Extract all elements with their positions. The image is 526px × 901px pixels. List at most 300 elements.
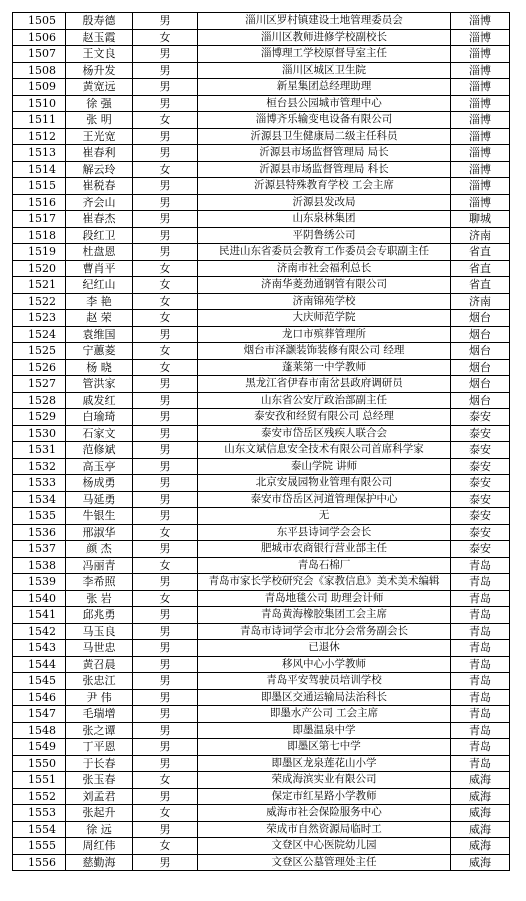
member-gender-cell: 女: [133, 590, 198, 607]
member-name-cell: 宁蕙菱: [66, 343, 133, 360]
member-organization-cell: 青岛市诗词学会市北分会常务副会长: [198, 623, 451, 640]
member-city-cell: 威海: [451, 805, 510, 822]
member-gender-cell: 男: [133, 541, 198, 558]
member-gender-cell: 女: [133, 557, 198, 574]
member-city-cell: 省直: [451, 277, 510, 294]
table-row: [13, 359, 510, 376]
member-gender-cell: 女: [133, 310, 198, 327]
member-organization-cell: 青岛地毯公司 助理会计师: [198, 590, 451, 607]
member-number-cell: 1533: [13, 475, 66, 492]
member-organization-cell: 北京安晟园物业管理有限公司: [198, 475, 451, 492]
table-row: [13, 541, 510, 558]
member-city-cell: 威海: [451, 854, 510, 871]
table-row: [13, 178, 510, 195]
member-number-cell: 1512: [13, 128, 66, 145]
member-number-cell: 1548: [13, 722, 66, 739]
member-organization-cell: 淄博齐乐输变电设备有限公司: [198, 112, 451, 129]
member-gender-cell: 女: [133, 838, 198, 855]
member-gender-cell: 男: [133, 623, 198, 640]
table-row: [13, 739, 510, 756]
member-name-cell: 范修斌: [66, 442, 133, 459]
member-name-cell: 杨升发: [66, 62, 133, 79]
member-number-cell: 1535: [13, 508, 66, 525]
member-city-cell: 烟台: [451, 392, 510, 409]
member-number-cell: 1517: [13, 211, 66, 228]
member-number-cell: 1526: [13, 359, 66, 376]
member-name-cell: 徐 强: [66, 95, 133, 112]
table-row: [13, 425, 510, 442]
member-city-cell: 省直: [451, 260, 510, 277]
member-gender-cell: 男: [133, 244, 198, 261]
table-row: [13, 244, 510, 261]
member-gender-cell: 女: [133, 277, 198, 294]
member-number-cell: 1521: [13, 277, 66, 294]
member-gender-cell: 男: [133, 62, 198, 79]
member-organization-cell: 即墨区第七中学: [198, 739, 451, 756]
member-gender-cell: 男: [133, 376, 198, 393]
member-name-cell: 解云玲: [66, 161, 133, 178]
member-city-cell: 济南: [451, 227, 510, 244]
member-city-cell: 淄博: [451, 145, 510, 162]
member-number-cell: 1529: [13, 409, 66, 426]
member-organization-cell: 民进山东省委员会教育工作委员会专职副主任: [198, 244, 451, 261]
member-gender-cell: 男: [133, 508, 198, 525]
member-gender-cell: 男: [133, 722, 198, 739]
member-organization-cell: 淄博理工学校原督导室主任: [198, 46, 451, 63]
member-number-cell: 1528: [13, 392, 66, 409]
member-name-cell: 毛瑞增: [66, 706, 133, 723]
member-name-cell: 张 明: [66, 112, 133, 129]
member-number-cell: 1546: [13, 689, 66, 706]
member-name-cell: 邱兆勇: [66, 607, 133, 624]
table-row: [13, 838, 510, 855]
member-city-cell: 泰安: [451, 541, 510, 558]
member-name-cell: 杨 晓: [66, 359, 133, 376]
member-number-cell: 1527: [13, 376, 66, 393]
member-organization-cell: 泰安市岱岳区河道管理保护中心: [198, 491, 451, 508]
table-row: [13, 557, 510, 574]
table-row: [13, 227, 510, 244]
member-name-cell: 王文良: [66, 46, 133, 63]
member-number-cell: 1534: [13, 491, 66, 508]
member-organization-cell: 沂源县市场监督管理局 科长: [198, 161, 451, 178]
table-row: [13, 79, 510, 96]
member-city-cell: 省直: [451, 244, 510, 261]
member-number-cell: 1509: [13, 79, 66, 96]
member-number-cell: 1543: [13, 640, 66, 657]
member-city-cell: 淄博: [451, 13, 510, 30]
member-gender-cell: 女: [133, 359, 198, 376]
member-name-cell: 殷寿德: [66, 13, 133, 30]
member-name-cell: 黄召晨: [66, 656, 133, 673]
member-organization-cell: 淄川区城区卫生院: [198, 62, 451, 79]
member-name-cell: 高玉亭: [66, 458, 133, 475]
member-organization-cell: 青岛石棉厂: [198, 557, 451, 574]
member-name-cell: 邢淑华: [66, 524, 133, 541]
member-organization-cell: 龙口市殡葬管理所: [198, 326, 451, 343]
member-number-cell: 1537: [13, 541, 66, 558]
member-organization-cell: 沂源县特殊教育学校 工会主席: [198, 178, 451, 195]
member-city-cell: 青岛: [451, 656, 510, 673]
member-organization-cell: 烟台市泽灏装饰装修有限公司 经理: [198, 343, 451, 360]
member-gender-cell: 男: [133, 145, 198, 162]
table-row: [13, 689, 510, 706]
table-row: [13, 805, 510, 822]
table-row: [13, 524, 510, 541]
member-city-cell: 泰安: [451, 425, 510, 442]
member-gender-cell: 男: [133, 706, 198, 723]
member-organization-cell: 移风中心小学教师: [198, 656, 451, 673]
member-number-cell: 1525: [13, 343, 66, 360]
member-city-cell: 淄博: [451, 112, 510, 129]
table-row: [13, 326, 510, 343]
member-city-cell: 烟台: [451, 359, 510, 376]
table-row: [13, 607, 510, 624]
member-number-cell: 1524: [13, 326, 66, 343]
member-organization-cell: 文登区中心医院幼儿园: [198, 838, 451, 855]
table-row: [13, 194, 510, 211]
member-gender-cell: 女: [133, 772, 198, 789]
member-number-cell: 1531: [13, 442, 66, 459]
member-organization-cell: 青岛平安驾驶员培训学校: [198, 673, 451, 690]
member-number-cell: 1544: [13, 656, 66, 673]
member-number-cell: 1523: [13, 310, 66, 327]
member-city-cell: 淄博: [451, 161, 510, 178]
member-name-cell: 张 岩: [66, 590, 133, 607]
member-city-cell: 聊城: [451, 211, 510, 228]
member-gender-cell: 男: [133, 821, 198, 838]
member-gender-cell: 女: [133, 524, 198, 541]
member-number-cell: 1550: [13, 755, 66, 772]
table-row: [13, 656, 510, 673]
table-row: [13, 458, 510, 475]
member-gender-cell: 男: [133, 755, 198, 772]
member-gender-cell: 男: [133, 640, 198, 657]
member-organization-cell: 大庆师范学院: [198, 310, 451, 327]
member-city-cell: 青岛: [451, 722, 510, 739]
member-gender-cell: 女: [133, 112, 198, 129]
member-number-cell: 1519: [13, 244, 66, 261]
member-number-cell: 1522: [13, 293, 66, 310]
member-organization-cell: 保定市红星路小学教师: [198, 788, 451, 805]
member-number-cell: 1514: [13, 161, 66, 178]
member-number-cell: 1556: [13, 854, 66, 871]
member-city-cell: 威海: [451, 838, 510, 855]
member-name-cell: 杨成勇: [66, 475, 133, 492]
table-row: [13, 788, 510, 805]
member-city-cell: 青岛: [451, 689, 510, 706]
table-row: [13, 46, 510, 63]
member-organization-cell: 文登区公墓管理处主任: [198, 854, 451, 871]
member-city-cell: 淄博: [451, 79, 510, 96]
member-number-cell: 1511: [13, 112, 66, 129]
member-gender-cell: 男: [133, 128, 198, 145]
member-city-cell: 青岛: [451, 739, 510, 756]
member-organization-cell: 泰安市岱岳区残疾人联合会: [198, 425, 451, 442]
member-city-cell: 威海: [451, 772, 510, 789]
member-gender-cell: 女: [133, 293, 198, 310]
member-name-cell: 白瑜琦: [66, 409, 133, 426]
member-gender-cell: 男: [133, 656, 198, 673]
member-number-cell: 1516: [13, 194, 66, 211]
table-row: [13, 854, 510, 871]
member-organization-cell: 泰山学院 讲师: [198, 458, 451, 475]
member-organization-cell: 淄川区罗村镇建设土地管理委员会: [198, 13, 451, 30]
member-gender-cell: 女: [133, 343, 198, 360]
table-row: [13, 491, 510, 508]
member-city-cell: 泰安: [451, 491, 510, 508]
member-name-cell: 崔春利: [66, 145, 133, 162]
member-organization-cell: 即墨温泉中学: [198, 722, 451, 739]
member-gender-cell: 男: [133, 475, 198, 492]
member-city-cell: 青岛: [451, 640, 510, 657]
member-name-cell: 袁维国: [66, 326, 133, 343]
member-city-cell: 烟台: [451, 310, 510, 327]
member-city-cell: 淄博: [451, 194, 510, 211]
table-row: [13, 161, 510, 178]
member-number-cell: 1539: [13, 574, 66, 591]
table-row: [13, 310, 510, 327]
member-organization-cell: 山东省公安厅政治部副主任: [198, 392, 451, 409]
member-organization-cell: 沂源县卫生健康局二级主任科员: [198, 128, 451, 145]
member-gender-cell: 男: [133, 46, 198, 63]
member-gender-cell: 男: [133, 409, 198, 426]
member-gender-cell: 男: [133, 739, 198, 756]
member-name-cell: 戚发红: [66, 392, 133, 409]
table-row: [13, 821, 510, 838]
member-organization-cell: 山东泉林集团: [198, 211, 451, 228]
member-organization-cell: 济南华菱劲通钢管有限公司: [198, 277, 451, 294]
member-name-cell: 徐 远: [66, 821, 133, 838]
member-city-cell: 青岛: [451, 590, 510, 607]
member-name-cell: 周红伟: [66, 838, 133, 855]
member-number-cell: 1536: [13, 524, 66, 541]
member-number-cell: 1508: [13, 62, 66, 79]
member-name-cell: 马延勇: [66, 491, 133, 508]
table-row: [13, 260, 510, 277]
member-gender-cell: 男: [133, 194, 198, 211]
member-number-cell: 1555: [13, 838, 66, 855]
member-number-cell: 1552: [13, 788, 66, 805]
member-organization-cell: 青岛黄海橡胶集团工会主席: [198, 607, 451, 624]
member-name-cell: 尹 伟: [66, 689, 133, 706]
table-row: [13, 376, 510, 393]
member-organization-cell: 威海市社会保险服务中心: [198, 805, 451, 822]
table-row: [13, 62, 510, 79]
member-gender-cell: 女: [133, 161, 198, 178]
member-city-cell: 淄博: [451, 95, 510, 112]
table-row: [13, 343, 510, 360]
member-name-cell: 于长春: [66, 755, 133, 772]
member-city-cell: 青岛: [451, 706, 510, 723]
member-city-cell: 青岛: [451, 557, 510, 574]
member-gender-cell: 男: [133, 178, 198, 195]
table-row: [13, 95, 510, 112]
table-row: [13, 211, 510, 228]
member-number-cell: 1532: [13, 458, 66, 475]
member-city-cell: 淄博: [451, 29, 510, 46]
member-name-cell: 崔税春: [66, 178, 133, 195]
member-gender-cell: 男: [133, 689, 198, 706]
table-row: [13, 623, 510, 640]
member-organization-cell: 济南市社会福利总长: [198, 260, 451, 277]
member-number-cell: 1520: [13, 260, 66, 277]
member-number-cell: 1553: [13, 805, 66, 822]
member-name-cell: 张之谭: [66, 722, 133, 739]
table-row: [13, 29, 510, 46]
member-number-cell: 1507: [13, 46, 66, 63]
member-gender-cell: 女: [133, 29, 198, 46]
member-city-cell: 淄博: [451, 178, 510, 195]
table-row: [13, 706, 510, 723]
member-number-cell: 1513: [13, 145, 66, 162]
member-number-cell: 1541: [13, 607, 66, 624]
member-name-cell: 齐会山: [66, 194, 133, 211]
member-number-cell: 1551: [13, 772, 66, 789]
roster-body: [13, 13, 510, 871]
member-organization-cell: 无: [198, 508, 451, 525]
member-gender-cell: 男: [133, 788, 198, 805]
member-city-cell: 烟台: [451, 326, 510, 343]
member-city-cell: 淄博: [451, 62, 510, 79]
table-row: [13, 590, 510, 607]
table-row: [13, 128, 510, 145]
member-name-cell: 管洪家: [66, 376, 133, 393]
member-gender-cell: 男: [133, 442, 198, 459]
member-name-cell: 张玉春: [66, 772, 133, 789]
member-name-cell: 颜 杰: [66, 541, 133, 558]
member-name-cell: 赵 荣: [66, 310, 133, 327]
member-organization-cell: 肥城市农商银行营业部主任: [198, 541, 451, 558]
member-organization-cell: 新星集团总经理助理: [198, 79, 451, 96]
member-city-cell: 青岛: [451, 607, 510, 624]
member-number-cell: 1538: [13, 557, 66, 574]
member-name-cell: 赵玉霞: [66, 29, 133, 46]
table-row: [13, 392, 510, 409]
table-row: [13, 13, 510, 30]
member-name-cell: 慈勤海: [66, 854, 133, 871]
member-number-cell: 1547: [13, 706, 66, 723]
member-organization-cell: 泰安孜和经贸有限公司 总经理: [198, 409, 451, 426]
member-name-cell: 王光宽: [66, 128, 133, 145]
member-city-cell: 泰安: [451, 409, 510, 426]
table-row: [13, 442, 510, 459]
member-number-cell: 1506: [13, 29, 66, 46]
member-number-cell: 1545: [13, 673, 66, 690]
member-name-cell: 张忠江: [66, 673, 133, 690]
member-number-cell: 1554: [13, 821, 66, 838]
member-organization-cell: 即墨区龙泉莲花山小学: [198, 755, 451, 772]
member-number-cell: 1518: [13, 227, 66, 244]
member-organization-cell: 山东文斌信息安全技术有限公司首席科学家: [198, 442, 451, 459]
member-number-cell: 1549: [13, 739, 66, 756]
member-city-cell: 泰安: [451, 524, 510, 541]
member-organization-cell: 蓬莱第一中学教师: [198, 359, 451, 376]
table-row: [13, 640, 510, 657]
member-gender-cell: 男: [133, 491, 198, 508]
member-roster-table: [12, 12, 510, 871]
member-name-cell: 马玉良: [66, 623, 133, 640]
member-city-cell: 青岛: [451, 673, 510, 690]
member-name-cell: 李 艳: [66, 293, 133, 310]
member-name-cell: 刘孟君: [66, 788, 133, 805]
member-city-cell: 青岛: [451, 755, 510, 772]
member-gender-cell: 男: [133, 95, 198, 112]
member-city-cell: 济南: [451, 293, 510, 310]
member-name-cell: 冯丽青: [66, 557, 133, 574]
member-organization-cell: 济南锦苑学校: [198, 293, 451, 310]
member-organization-cell: 已退休: [198, 640, 451, 657]
member-name-cell: 曹肖平: [66, 260, 133, 277]
table-row: [13, 277, 510, 294]
table-row: [13, 145, 510, 162]
member-organization-cell: 荣成市自然资源局临时工: [198, 821, 451, 838]
member-city-cell: 泰安: [451, 508, 510, 525]
member-organization-cell: 即墨区交通运输局法治科长: [198, 689, 451, 706]
table-row: [13, 508, 510, 525]
member-organization-cell: 沂源县市场监督管理局 局长: [198, 145, 451, 162]
member-organization-cell: 东平县诗词学会会长: [198, 524, 451, 541]
table-row: [13, 722, 510, 739]
member-name-cell: 石家文: [66, 425, 133, 442]
table-row: [13, 475, 510, 492]
member-organization-cell: 荣成海滨实业有限公司: [198, 772, 451, 789]
member-city-cell: 威海: [451, 821, 510, 838]
member-name-cell: 李希照: [66, 574, 133, 591]
table-row: [13, 755, 510, 772]
member-organization-cell: 沂源县发改局: [198, 194, 451, 211]
table-row: [13, 772, 510, 789]
member-gender-cell: 男: [133, 607, 198, 624]
member-number-cell: 1540: [13, 590, 66, 607]
member-city-cell: 泰安: [451, 458, 510, 475]
table-row: [13, 112, 510, 129]
member-city-cell: 青岛: [451, 574, 510, 591]
member-organization-cell: 桓台县公园城市管理中心: [198, 95, 451, 112]
member-name-cell: 丁平恩: [66, 739, 133, 756]
member-city-cell: 淄博: [451, 128, 510, 145]
member-gender-cell: 男: [133, 458, 198, 475]
member-name-cell: 牛银生: [66, 508, 133, 525]
table-row: [13, 574, 510, 591]
member-gender-cell: 男: [133, 13, 198, 30]
member-organization-cell: 淄川区教师进修学校副校长: [198, 29, 451, 46]
member-number-cell: 1530: [13, 425, 66, 442]
member-name-cell: 张起升: [66, 805, 133, 822]
member-organization-cell: 平阴鲁绣公司: [198, 227, 451, 244]
member-gender-cell: 男: [133, 326, 198, 343]
member-city-cell: 烟台: [451, 376, 510, 393]
member-city-cell: 淄博: [451, 46, 510, 63]
member-name-cell: 马世忠: [66, 640, 133, 657]
member-number-cell: 1505: [13, 13, 66, 30]
member-gender-cell: 男: [133, 79, 198, 96]
member-name-cell: 崔春杰: [66, 211, 133, 228]
member-gender-cell: 男: [133, 425, 198, 442]
member-gender-cell: 男: [133, 211, 198, 228]
table-row: [13, 673, 510, 690]
member-city-cell: 烟台: [451, 343, 510, 360]
member-gender-cell: 男: [133, 854, 198, 871]
member-name-cell: 段红卫: [66, 227, 133, 244]
member-number-cell: 1510: [13, 95, 66, 112]
member-name-cell: 杜盘恩: [66, 244, 133, 261]
member-city-cell: 泰安: [451, 442, 510, 459]
member-number-cell: 1542: [13, 623, 66, 640]
member-gender-cell: 女: [133, 260, 198, 277]
member-organization-cell: 即墨水产公司 工会主席: [198, 706, 451, 723]
member-number-cell: 1515: [13, 178, 66, 195]
